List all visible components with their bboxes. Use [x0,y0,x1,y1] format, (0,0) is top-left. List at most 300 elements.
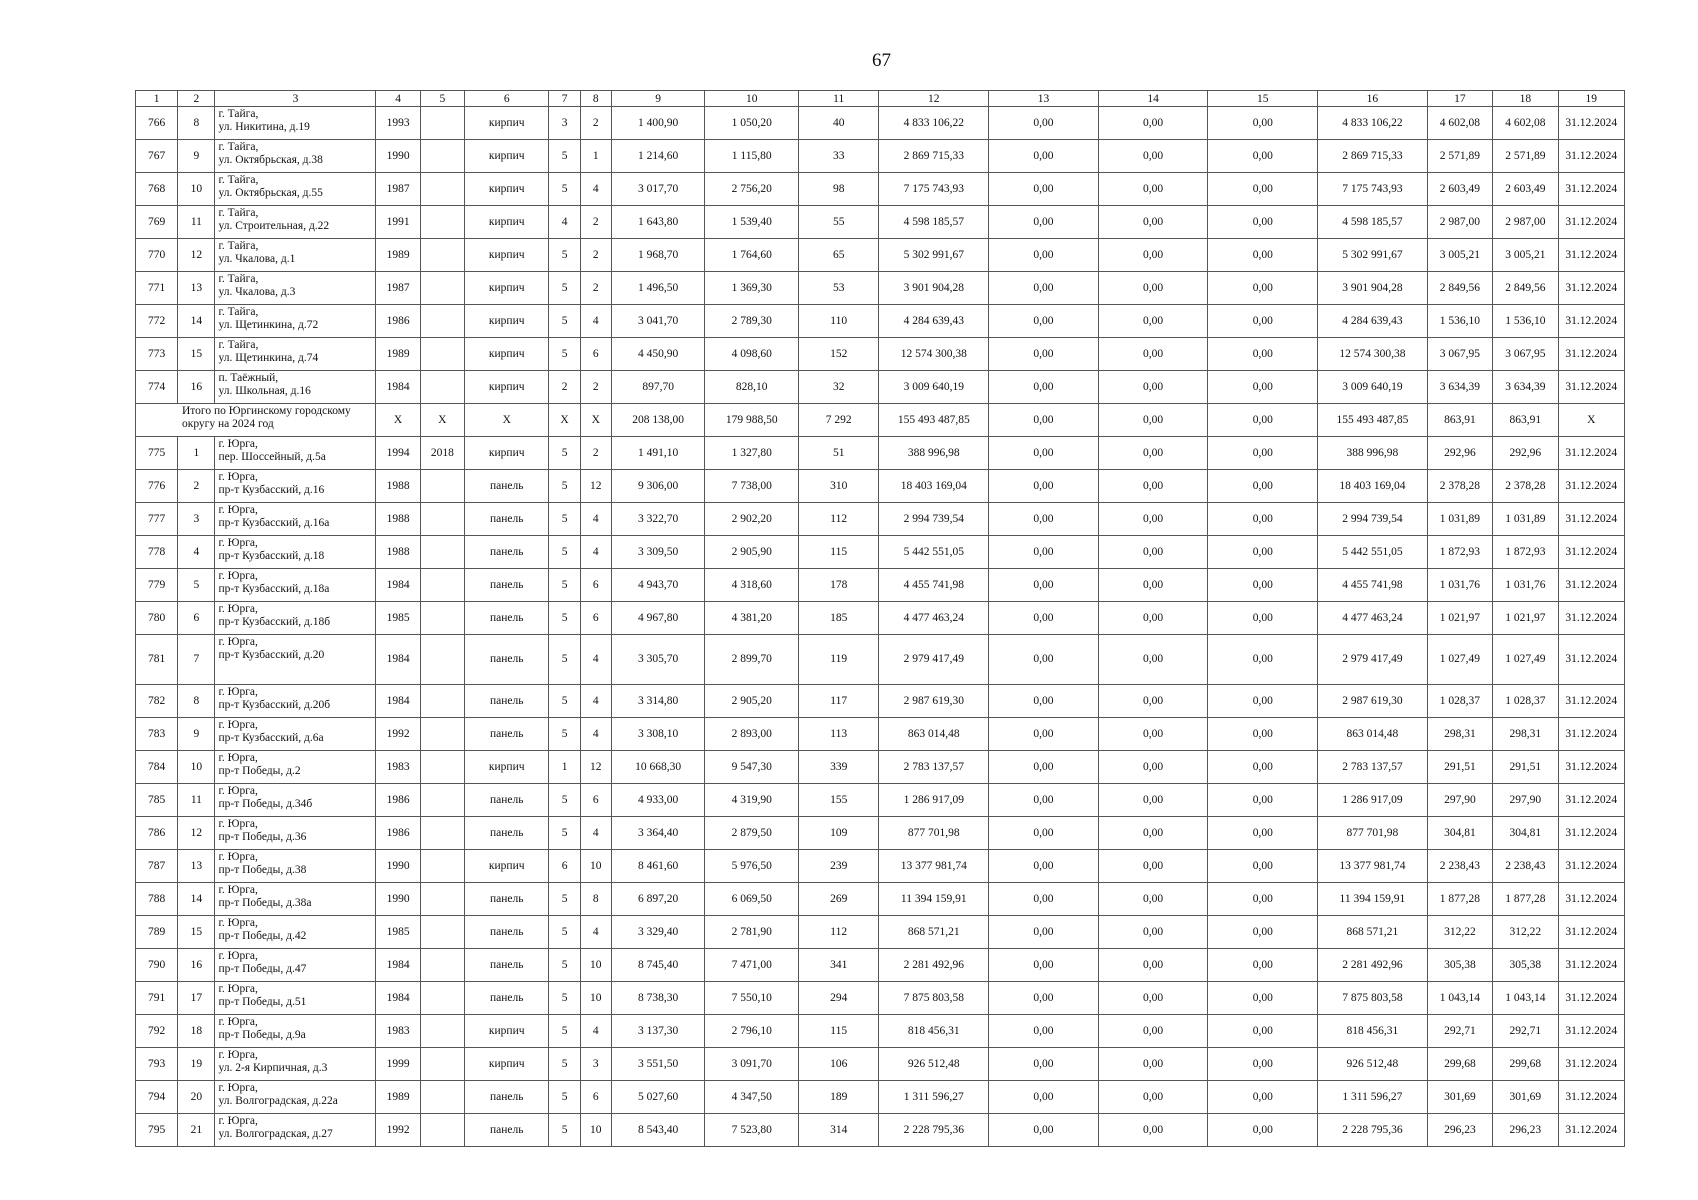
cell-c5: 2018 [420,437,464,470]
cell-c16: 818 456,31 [1318,1015,1428,1048]
table-row [136,437,1625,470]
cell-c17: 2 987,00 [1427,206,1492,239]
cell-c12: 18 403 169,04 [879,470,989,503]
cell-c10: 1 327,80 [705,437,799,470]
cell-c10: 9 547,30 [705,751,799,784]
cell-c9: 8 461,60 [611,850,705,883]
cell-c17: 1 872,93 [1427,536,1492,569]
cell-c11: 32 [798,371,878,404]
address-cell [215,685,376,718]
column-header-12: 12 [879,91,989,107]
address-locality: г. Юрга, [218,636,258,648]
cell-c17: 297,90 [1427,784,1492,817]
total-c17: 863,91 [1427,404,1492,437]
cell-c16: 2 869 715,33 [1318,140,1428,173]
column-header-18: 18 [1493,91,1558,107]
cell-c16: 388 996,98 [1318,437,1428,470]
cell-c5 [420,817,464,850]
page-number: 67 [872,50,891,71]
total-c16: 155 493 487,85 [1318,404,1428,437]
cell-c1: 782 [136,685,178,718]
table-row [136,305,1625,338]
cell-c11: 53 [798,272,878,305]
cell-c9: 3 305,70 [611,635,705,685]
cell-c6: кирпич [464,437,549,470]
address-cell [215,371,376,404]
cell-c2: 17 [178,982,215,1015]
cell-c5 [420,718,464,751]
cell-c15: 0,00 [1208,272,1318,305]
cell-c10: 4 381,20 [705,602,799,635]
cell-c6: панель [464,1114,549,1147]
column-header-10: 10 [705,91,799,107]
cell-c16: 4 477 463,24 [1318,602,1428,635]
cell-c13: 0,00 [989,1081,1099,1114]
cell-c4: 1984 [376,685,420,718]
cell-c4: 1984 [376,371,420,404]
cell-c9: 1 400,90 [611,107,705,140]
cell-c14: 0,00 [1098,751,1208,784]
cell-c12: 3 009 640,19 [879,371,989,404]
address-street: пр-т Кузбасский, д.18а [218,583,330,595]
cell-c10: 4 319,90 [705,784,799,817]
cell-c15: 0,00 [1208,305,1318,338]
cell-c11: 341 [798,949,878,982]
cell-c14: 0,00 [1098,817,1208,850]
table-row [136,470,1625,503]
table-row [136,784,1625,817]
cell-c11: 294 [798,982,878,1015]
cell-c18: 296,23 [1493,1114,1558,1147]
cell-c9: 8 543,40 [611,1114,705,1147]
cell-c19: 31.12.2024 [1558,536,1624,569]
column-header-16: 16 [1318,91,1428,107]
cell-c1: 771 [136,272,178,305]
cell-c13: 0,00 [989,206,1099,239]
total-c19: X [1558,404,1624,437]
cell-c15: 0,00 [1208,982,1318,1015]
cell-c9: 6 897,20 [611,883,705,916]
cell-c11: 115 [798,1015,878,1048]
cell-c14: 0,00 [1098,784,1208,817]
cell-c13: 0,00 [989,173,1099,206]
cell-c4: 1983 [376,1015,420,1048]
cell-c1: 786 [136,817,178,850]
cell-c15: 0,00 [1208,536,1318,569]
cell-c16: 7 175 743,93 [1318,173,1428,206]
cell-c5 [420,536,464,569]
cell-c5 [420,1015,464,1048]
address-locality: г. Юрга, [218,537,258,549]
cell-c12: 3 901 904,28 [879,272,989,305]
cell-c4: 1990 [376,883,420,916]
cell-c11: 109 [798,817,878,850]
cell-c6: панель [464,916,549,949]
address-cell [215,107,376,140]
cell-c10: 4 318,60 [705,569,799,602]
address-cell [215,635,376,685]
cell-c8: 2 [580,107,611,140]
cell-c19: 31.12.2024 [1558,949,1624,982]
cell-c14: 0,00 [1098,107,1208,140]
address-cell [215,916,376,949]
cell-c19: 31.12.2024 [1558,305,1624,338]
cell-c15: 0,00 [1208,949,1318,982]
address-cell [215,470,376,503]
cell-c2: 11 [178,206,215,239]
cell-c13: 0,00 [989,949,1099,982]
cell-c11: 152 [798,338,878,371]
cell-c14: 0,00 [1098,685,1208,718]
cell-c11: 106 [798,1048,878,1081]
cell-c11: 178 [798,569,878,602]
cell-c18: 4 602,08 [1493,107,1558,140]
cell-c14: 0,00 [1098,140,1208,173]
cell-c1: 792 [136,1015,178,1048]
cell-c11: 339 [798,751,878,784]
cell-c11: 40 [798,107,878,140]
address-street: ул. Никитина, д.19 [218,121,310,133]
cell-c7: 5 [549,1081,580,1114]
cell-c13: 0,00 [989,916,1099,949]
cell-c12: 4 284 639,43 [879,305,989,338]
address-locality: п. Таёжный, [218,372,279,384]
cell-c2: 1 [178,437,215,470]
cell-c19: 31.12.2024 [1558,1048,1624,1081]
cell-c6: кирпич [464,305,549,338]
cell-c14: 0,00 [1098,272,1208,305]
cell-c18: 3 634,39 [1493,371,1558,404]
cell-c15: 0,00 [1208,784,1318,817]
table-row [136,883,1625,916]
cell-c7: 4 [549,206,580,239]
cell-c5 [420,107,464,140]
column-header-13: 13 [989,91,1099,107]
cell-c11: 310 [798,470,878,503]
cell-c8: 4 [580,718,611,751]
cell-c19: 31.12.2024 [1558,371,1624,404]
cell-c17: 304,81 [1427,817,1492,850]
address-cell [215,718,376,751]
cell-c5 [420,1081,464,1114]
cell-c18: 304,81 [1493,817,1558,850]
cell-c13: 0,00 [989,1015,1099,1048]
cell-c7: 5 [549,883,580,916]
cell-c12: 2 979 417,49 [879,635,989,685]
cell-c12: 388 996,98 [879,437,989,470]
column-header-9: 9 [611,91,705,107]
cell-c15: 0,00 [1208,338,1318,371]
cell-c1: 773 [136,338,178,371]
cell-c5 [420,1114,464,1147]
cell-c12: 863 014,48 [879,718,989,751]
cell-c5 [420,949,464,982]
cell-c18: 297,90 [1493,784,1558,817]
cell-c17: 4 602,08 [1427,107,1492,140]
cell-c11: 33 [798,140,878,173]
cell-c6: панель [464,569,549,602]
cell-c1: 793 [136,1048,178,1081]
cell-c8: 10 [580,1114,611,1147]
cell-c10: 2 905,90 [705,536,799,569]
cell-c8: 10 [580,982,611,1015]
address-street: пр-т Кузбасский, д.20б [218,699,331,711]
cell-c13: 0,00 [989,784,1099,817]
cell-c5 [420,1048,464,1081]
cell-c6: кирпич [464,206,549,239]
cell-c1: 790 [136,949,178,982]
cell-c6: кирпич [464,371,549,404]
address-locality: г. Юрга, [218,785,258,797]
cell-c8: 6 [580,1081,611,1114]
cell-c6: кирпич [464,751,549,784]
address-street: пер. Шоссейный, д.5а [218,451,326,463]
column-header-11: 11 [798,91,878,107]
column-header-14: 14 [1098,91,1208,107]
address-locality: г. Юрга, [218,603,258,615]
cell-c1: 768 [136,173,178,206]
total-c15: 0,00 [1208,404,1318,437]
cell-c15: 0,00 [1208,1114,1318,1147]
cell-c4: 1988 [376,503,420,536]
address-cell [215,1081,376,1114]
cell-c7: 5 [549,503,580,536]
column-header-4: 4 [376,91,420,107]
cell-c11: 112 [798,916,878,949]
address-street: ул. Чкалова, д.3 [218,286,296,298]
cell-c4: 1984 [376,569,420,602]
cell-c11: 269 [798,883,878,916]
cell-c13: 0,00 [989,503,1099,536]
cell-c7: 5 [549,173,580,206]
cell-c11: 113 [798,718,878,751]
cell-c2: 12 [178,817,215,850]
cell-c16: 926 512,48 [1318,1048,1428,1081]
cell-c2: 16 [178,949,215,982]
cell-c7: 5 [549,437,580,470]
cell-c13: 0,00 [989,239,1099,272]
address-cell [215,536,376,569]
cell-c7: 5 [549,305,580,338]
cell-c8: 6 [580,338,611,371]
cell-c6: панель [464,685,549,718]
cell-c12: 2 783 137,57 [879,751,989,784]
cell-c7: 5 [549,1015,580,1048]
cell-c2: 9 [178,140,215,173]
cell-c19: 31.12.2024 [1558,1114,1624,1147]
table-row [136,371,1625,404]
cell-c14: 0,00 [1098,1048,1208,1081]
address-locality: г. Юрга, [218,570,258,582]
cell-c16: 2 994 739,54 [1318,503,1428,536]
cell-c6: кирпич [464,338,549,371]
address-street: пр-т Победы, д.38а [218,897,312,909]
cell-c2: 16 [178,371,215,404]
cell-c2: 18 [178,1015,215,1048]
cell-c15: 0,00 [1208,850,1318,883]
address-street: пр-т Победы, д.34б [218,798,313,810]
cell-c6: панель [464,635,549,685]
cell-c2: 10 [178,751,215,784]
cell-c2: 20 [178,1081,215,1114]
cell-c1: 791 [136,982,178,1015]
address-cell [215,305,376,338]
address-street: пр-т Победы, д.36 [218,831,307,843]
cell-c6: панель [464,817,549,850]
cell-c9: 3 551,50 [611,1048,705,1081]
cell-c4: 1986 [376,305,420,338]
table-row [136,1048,1625,1081]
cell-c11: 51 [798,437,878,470]
address-cell [215,206,376,239]
cell-c9: 4 967,80 [611,602,705,635]
total-c7: X [549,404,580,437]
cell-c4: 1984 [376,635,420,685]
address-locality: г. Тайга, [218,273,259,285]
cell-c15: 0,00 [1208,1015,1318,1048]
address-cell [215,173,376,206]
cell-c6: панель [464,1081,549,1114]
cell-c1: 770 [136,239,178,272]
cell-c13: 0,00 [989,305,1099,338]
cell-c7: 5 [549,569,580,602]
table-row [136,602,1625,635]
cell-c1: 777 [136,503,178,536]
cell-c18: 1 031,76 [1493,569,1558,602]
cell-c10: 1 050,20 [705,107,799,140]
cell-c10: 2 899,70 [705,635,799,685]
cell-c5 [420,569,464,602]
cell-c2: 5 [178,569,215,602]
cell-c13: 0,00 [989,1048,1099,1081]
address-cell [215,1015,376,1048]
cell-c10: 1 369,30 [705,272,799,305]
cell-c15: 0,00 [1208,569,1318,602]
cell-c10: 1 115,80 [705,140,799,173]
cell-c12: 877 701,98 [879,817,989,850]
total-row [136,404,1625,437]
table-row [136,239,1625,272]
cell-c1: 775 [136,437,178,470]
cell-c14: 0,00 [1098,437,1208,470]
cell-c19: 31.12.2024 [1558,569,1624,602]
cell-c1: 787 [136,850,178,883]
column-header-5: 5 [420,91,464,107]
table-row [136,1015,1625,1048]
address-street: пр-т Победы, д.2 [218,765,301,777]
cell-c14: 0,00 [1098,503,1208,536]
cell-c1: 776 [136,470,178,503]
cell-c1: 774 [136,371,178,404]
column-header-15: 15 [1208,91,1318,107]
cell-c19: 31.12.2024 [1558,635,1624,685]
address-locality: г. Юрга, [218,752,258,764]
cell-c7: 5 [549,916,580,949]
cell-c12: 5 442 551,05 [879,536,989,569]
cell-c2: 11 [178,784,215,817]
cell-c12: 4 833 106,22 [879,107,989,140]
cell-c9: 8 745,40 [611,949,705,982]
table-row [136,140,1625,173]
table-row [136,817,1625,850]
cell-c11: 55 [798,206,878,239]
address-street: пр-т Кузбасский, д.6а [218,732,324,744]
cell-c14: 0,00 [1098,305,1208,338]
cell-c4: 1999 [376,1048,420,1081]
address-locality: г. Тайга, [218,108,259,120]
cell-c10: 7 523,80 [705,1114,799,1147]
cell-c4: 1992 [376,1114,420,1147]
cell-c17: 2 603,49 [1427,173,1492,206]
cell-c2: 3 [178,503,215,536]
cell-c5 [420,883,464,916]
cell-c9: 3 308,10 [611,718,705,751]
cell-c8: 4 [580,635,611,685]
cell-c19: 31.12.2024 [1558,272,1624,305]
cell-c19: 31.12.2024 [1558,206,1624,239]
cell-c2: 8 [178,107,215,140]
address-locality: г. Юрга, [218,504,258,516]
cell-c2: 2 [178,470,215,503]
cell-c1: 767 [136,140,178,173]
cell-c18: 312,22 [1493,916,1558,949]
cell-c4: 1991 [376,206,420,239]
cell-c10: 2 789,30 [705,305,799,338]
total-c8: X [580,404,611,437]
cell-c13: 0,00 [989,371,1099,404]
cell-c1: 784 [136,751,178,784]
cell-c9: 8 738,30 [611,982,705,1015]
cell-c6: кирпич [464,140,549,173]
cell-c17: 301,69 [1427,1081,1492,1114]
cell-c19: 31.12.2024 [1558,685,1624,718]
cell-c19: 31.12.2024 [1558,239,1624,272]
total-c12: 155 493 487,85 [879,404,989,437]
cell-c12: 2 987 619,30 [879,685,989,718]
table-row [136,751,1625,784]
table-row [136,850,1625,883]
cell-c14: 0,00 [1098,718,1208,751]
cell-c8: 2 [580,239,611,272]
address-street: пр-т Кузбасский, д.16а [218,517,330,529]
cell-c9: 3 322,70 [611,503,705,536]
cell-c9: 3 041,70 [611,305,705,338]
cell-c16: 3 901 904,28 [1318,272,1428,305]
cell-c10: 4 098,60 [705,338,799,371]
cell-c16: 2 228 795,36 [1318,1114,1428,1147]
cell-c4: 1984 [376,982,420,1015]
cell-c12: 2 869 715,33 [879,140,989,173]
cell-c18: 2 238,43 [1493,850,1558,883]
cell-c9: 3 364,40 [611,817,705,850]
cell-c15: 0,00 [1208,883,1318,916]
address-cell [215,751,376,784]
cell-c2: 21 [178,1114,215,1147]
cell-c2: 14 [178,305,215,338]
address-locality: г. Юрга, [218,1049,258,1061]
cell-c8: 4 [580,817,611,850]
cell-c8: 2 [580,272,611,305]
address-cell [215,437,376,470]
cell-c16: 877 701,98 [1318,817,1428,850]
cell-c4: 1990 [376,140,420,173]
cell-c19: 31.12.2024 [1558,784,1624,817]
table-row [136,916,1625,949]
cell-c12: 926 512,48 [879,1048,989,1081]
cell-c14: 0,00 [1098,371,1208,404]
cell-c5 [420,206,464,239]
cell-c2: 15 [178,916,215,949]
